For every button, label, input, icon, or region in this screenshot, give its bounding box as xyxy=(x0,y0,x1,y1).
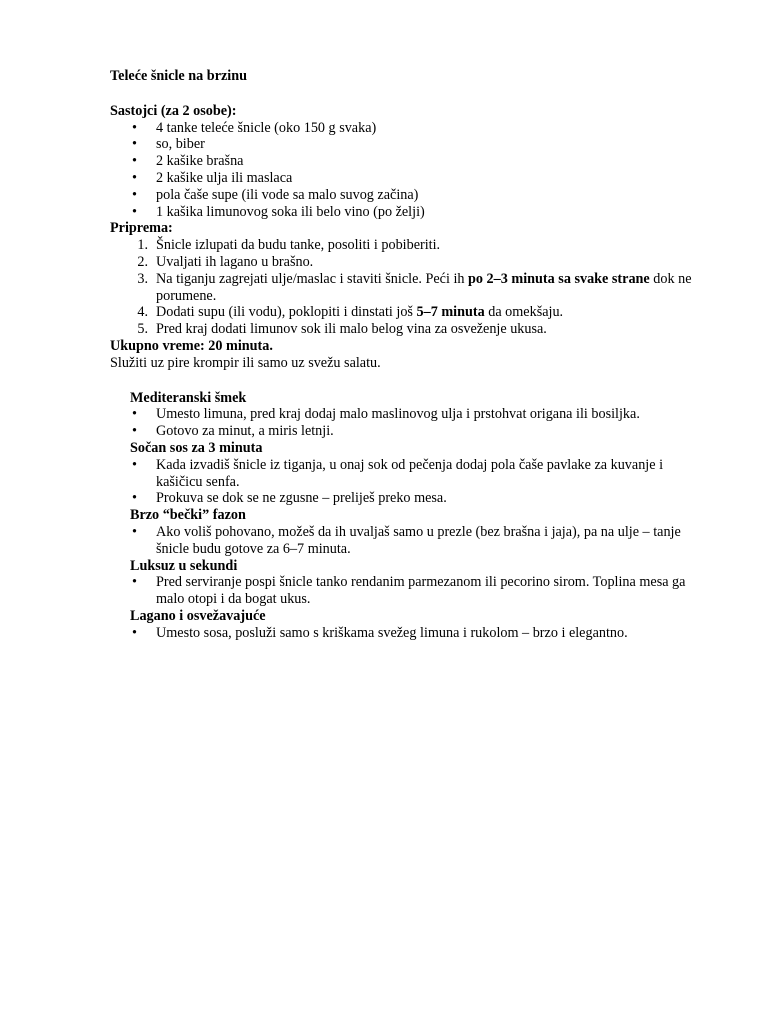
preparation-steps xyxy=(110,237,702,338)
step-number: 4. xyxy=(137,304,148,321)
list-item xyxy=(110,237,702,254)
ingredient-text: so, biber xyxy=(156,136,205,153)
list-item xyxy=(110,574,702,608)
bullet-icon: • xyxy=(132,406,137,423)
tip-list xyxy=(110,524,702,558)
list-item xyxy=(110,423,702,440)
tip-text: Prokuva se dok se ne zgusne – preliješ preko mesa. xyxy=(156,490,447,507)
tips-section xyxy=(110,390,702,642)
tip-text: Ako voliš pohovano, možeš da ih uvaljaš samo u prezle (bez brašna i jaja), pa na ulje – tanje šnicle budu gotove za 6–7 minuta. xyxy=(156,523,681,557)
step-number: 2. xyxy=(137,253,148,270)
list-item xyxy=(110,170,702,187)
ingredients-list xyxy=(110,120,702,221)
bullet-icon: • xyxy=(132,169,137,186)
bullet-icon: • xyxy=(132,574,137,591)
document-content xyxy=(110,68,702,642)
step-text: Uvaljati ih lagano u brašno. xyxy=(156,253,314,270)
list-item xyxy=(110,204,702,221)
list-item xyxy=(110,153,702,170)
list-item xyxy=(110,321,702,338)
bullet-icon: • xyxy=(132,423,137,440)
tip-heading: Sočan sos za 3 minuta xyxy=(130,439,263,456)
preparation-heading: Priprema: xyxy=(110,220,173,237)
list-item xyxy=(110,120,702,137)
recipe-title: Teleće šnicle na brzinu xyxy=(110,68,248,84)
tip-list xyxy=(110,625,702,642)
tip-list xyxy=(110,574,702,608)
list-item xyxy=(110,457,702,491)
tip-heading: Lagano i osvežavajuće xyxy=(130,607,266,624)
step-text: Dodati supu (ili vodu), poklopiti i dinstati još xyxy=(156,304,417,321)
tip-text: Umesto limuna, pred kraj dodaj malo maslinovog ulja i prstohvat origana ili bosiljka. xyxy=(156,406,640,423)
bullet-icon: • xyxy=(132,523,137,540)
step-text: Šnicle izlupati da budu tanke, posoliti i pobiberiti. xyxy=(156,237,441,254)
ingredient-text: 1 kašika limunovog soka ili belo vino (po želji) xyxy=(156,203,425,220)
spacer xyxy=(110,85,702,103)
list-item xyxy=(110,625,702,642)
list-item xyxy=(110,271,702,305)
step-number: 3. xyxy=(137,270,148,287)
list-item xyxy=(110,524,702,558)
serving-note: Služiti uz pire krompir ili samo uz svežu salatu. xyxy=(110,354,381,371)
list-item xyxy=(110,406,702,423)
step-number: 1. xyxy=(137,237,148,254)
step-emphasis: 5–7 minuta xyxy=(416,304,485,321)
list-item xyxy=(110,254,702,271)
ingredient-text: 2 kašike ulja ili maslaca xyxy=(156,169,293,186)
ingredient-text: 4 tanke teleće šnicle (oko 150 g svaka) xyxy=(156,119,377,136)
bullet-icon: • xyxy=(132,624,137,641)
tip-list xyxy=(110,457,702,507)
bullet-icon: • xyxy=(132,153,137,170)
step-emphasis: po 2–3 minuta sa svake strane xyxy=(468,270,650,287)
bullet-icon: • xyxy=(132,456,137,473)
tip-list xyxy=(110,406,702,440)
list-item xyxy=(110,304,702,321)
tip-text: Pred serviranje pospi šnicle tanko rendanim parmezanom ili pecorino sirom. Toplina mesa ga malo otopi i da bogat ukus. xyxy=(156,574,686,608)
ingredient-text: pola čaše supe (ili vode sa malo suvog začina) xyxy=(156,186,419,203)
bullet-icon: • xyxy=(132,186,137,203)
step-text: Na tiganju zagrejati ulje/maslac i staviti šnicle. Peći ih xyxy=(156,270,469,287)
total-time: Ukupno vreme: 20 minuta. xyxy=(110,337,273,354)
step-number: 5. xyxy=(137,321,148,338)
bullet-icon: • xyxy=(132,119,137,136)
tip-heading: Brzo “bečki” fazon xyxy=(130,507,246,524)
tip-text: Kada izvadiš šnicle iz tiganja, u onaj sok od pečenja dodaj pola čaše pavlake za kuvanje i kašičicu senfa. xyxy=(156,456,664,490)
step-text: dok ne porumene. xyxy=(156,270,692,304)
step-text: Pred kraj dodati limunov sok ili malo belog vina za osveženje ukusa. xyxy=(156,321,547,338)
tip-text: Gotovo za minut, a miris letnji. xyxy=(156,423,334,440)
list-item xyxy=(110,187,702,204)
tip-text: Umesto sosa, posluži samo s kriškama svežeg limuna i rukolom – brzo i elegantno. xyxy=(156,624,628,641)
ingredients-heading: Sastojci (za 2 osobe): xyxy=(110,102,237,119)
bullet-icon: • xyxy=(132,490,137,507)
tip-heading: Luksuz u sekundi xyxy=(130,557,238,574)
bullet-icon: • xyxy=(132,203,137,220)
bullet-icon: • xyxy=(132,136,137,153)
list-item xyxy=(110,136,702,153)
list-item xyxy=(110,490,702,507)
tip-heading: Mediteranski šmek xyxy=(130,389,247,406)
ingredient-text: 2 kašike brašna xyxy=(156,153,244,170)
step-text: da omekšaju. xyxy=(484,304,564,321)
